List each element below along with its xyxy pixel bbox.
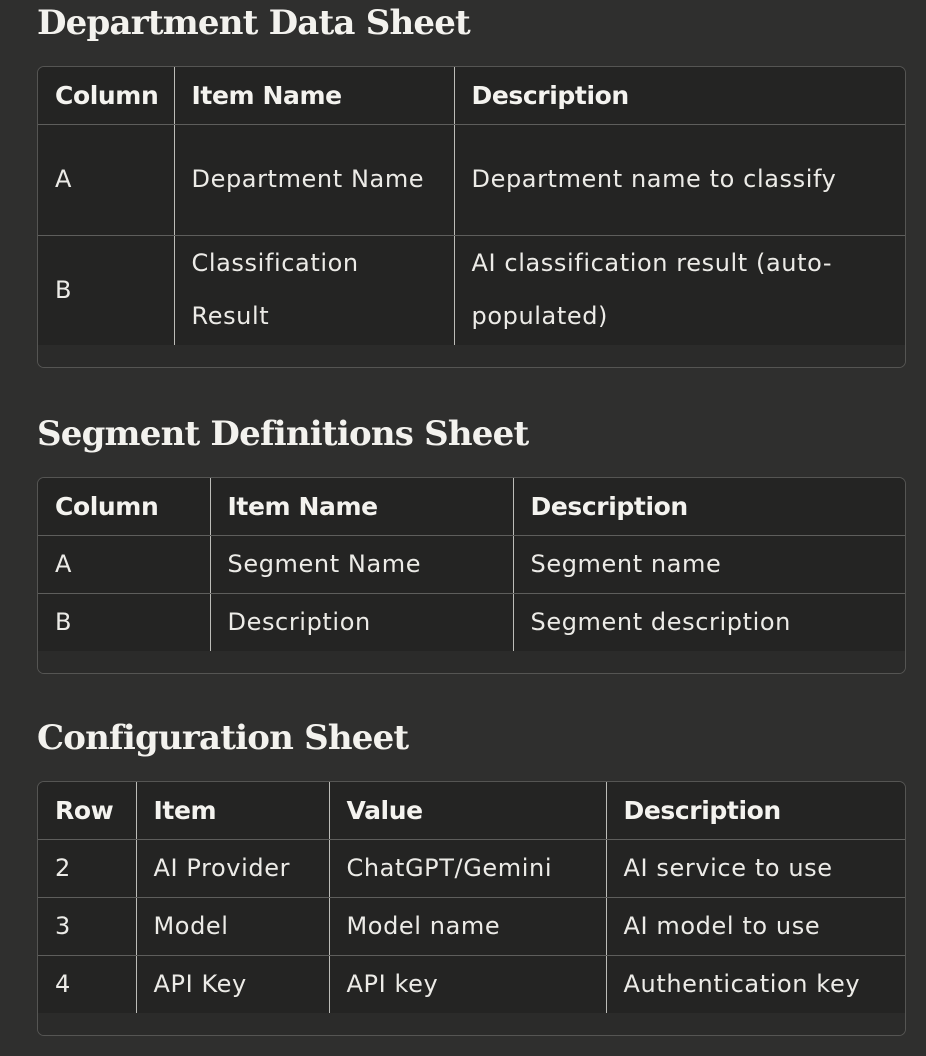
header-cell: Value bbox=[329, 782, 606, 839]
table-cell: AI service to use bbox=[606, 839, 905, 897]
table-cell: Segment description bbox=[530, 607, 791, 636]
table-row bbox=[38, 839, 905, 897]
table-row bbox=[38, 955, 905, 1013]
table-cell: Model name bbox=[329, 897, 606, 955]
table-cell: 3 bbox=[38, 897, 136, 955]
table-scroll-area bbox=[38, 651, 905, 673]
department-data-sheet-title: Department Data Sheet bbox=[37, 3, 470, 43]
table-scroll-area bbox=[38, 1013, 905, 1035]
segment-definitions-sheet-title: Segment Definitions Sheet bbox=[37, 414, 529, 454]
table-cell: Segment name bbox=[513, 535, 905, 593]
table-cell: 2 bbox=[38, 839, 136, 897]
table-cell: ChatGPT/Gemini bbox=[329, 839, 606, 897]
header-cell: Description bbox=[454, 67, 905, 124]
header-cell: Column bbox=[38, 478, 210, 535]
table-cell: API key bbox=[329, 955, 606, 1013]
department-data-table bbox=[37, 66, 906, 368]
table-cell: A bbox=[38, 535, 210, 593]
segment-definitions-table bbox=[37, 477, 906, 674]
table-row bbox=[38, 124, 905, 235]
table-cell: API Key bbox=[136, 955, 329, 1013]
header-cell: Description bbox=[606, 782, 905, 839]
table-header-row bbox=[38, 67, 905, 124]
table-cell: B bbox=[38, 235, 174, 345]
header-cell: Item Name bbox=[174, 67, 454, 124]
table-row bbox=[38, 593, 905, 651]
table-cell: Department Name bbox=[174, 124, 454, 235]
table-cell: Authentication key bbox=[623, 969, 861, 998]
table-cell: Model bbox=[136, 897, 329, 955]
table-cell: AI model to use bbox=[606, 897, 905, 955]
header-cell: Item bbox=[136, 782, 329, 839]
table-header-row bbox=[38, 478, 905, 535]
table-cell: Department name to classify bbox=[454, 124, 905, 235]
header-cell: Item Name bbox=[210, 478, 513, 535]
table-cell: AI Provider bbox=[136, 839, 329, 897]
table-cell: 4 bbox=[38, 955, 136, 1013]
table-cell: Segment Name bbox=[210, 535, 513, 593]
configuration-sheet-title: Configuration Sheet bbox=[37, 718, 409, 758]
table-cell: Description bbox=[210, 593, 513, 651]
table-cell: Classification Result bbox=[174, 235, 454, 345]
table-header-row bbox=[38, 782, 905, 839]
table-cell: AI classification result (auto-populated) bbox=[471, 249, 833, 331]
header-cell: Description bbox=[513, 478, 905, 535]
header-cell: Row bbox=[38, 782, 136, 839]
table-row bbox=[38, 235, 905, 345]
table-row bbox=[38, 897, 905, 955]
table-scroll-area bbox=[38, 345, 905, 367]
table-row bbox=[38, 535, 905, 593]
table-cell: B bbox=[38, 593, 210, 651]
configuration-table bbox=[37, 781, 906, 1036]
table-cell: A bbox=[38, 124, 174, 235]
header-cell: Column bbox=[38, 67, 174, 124]
